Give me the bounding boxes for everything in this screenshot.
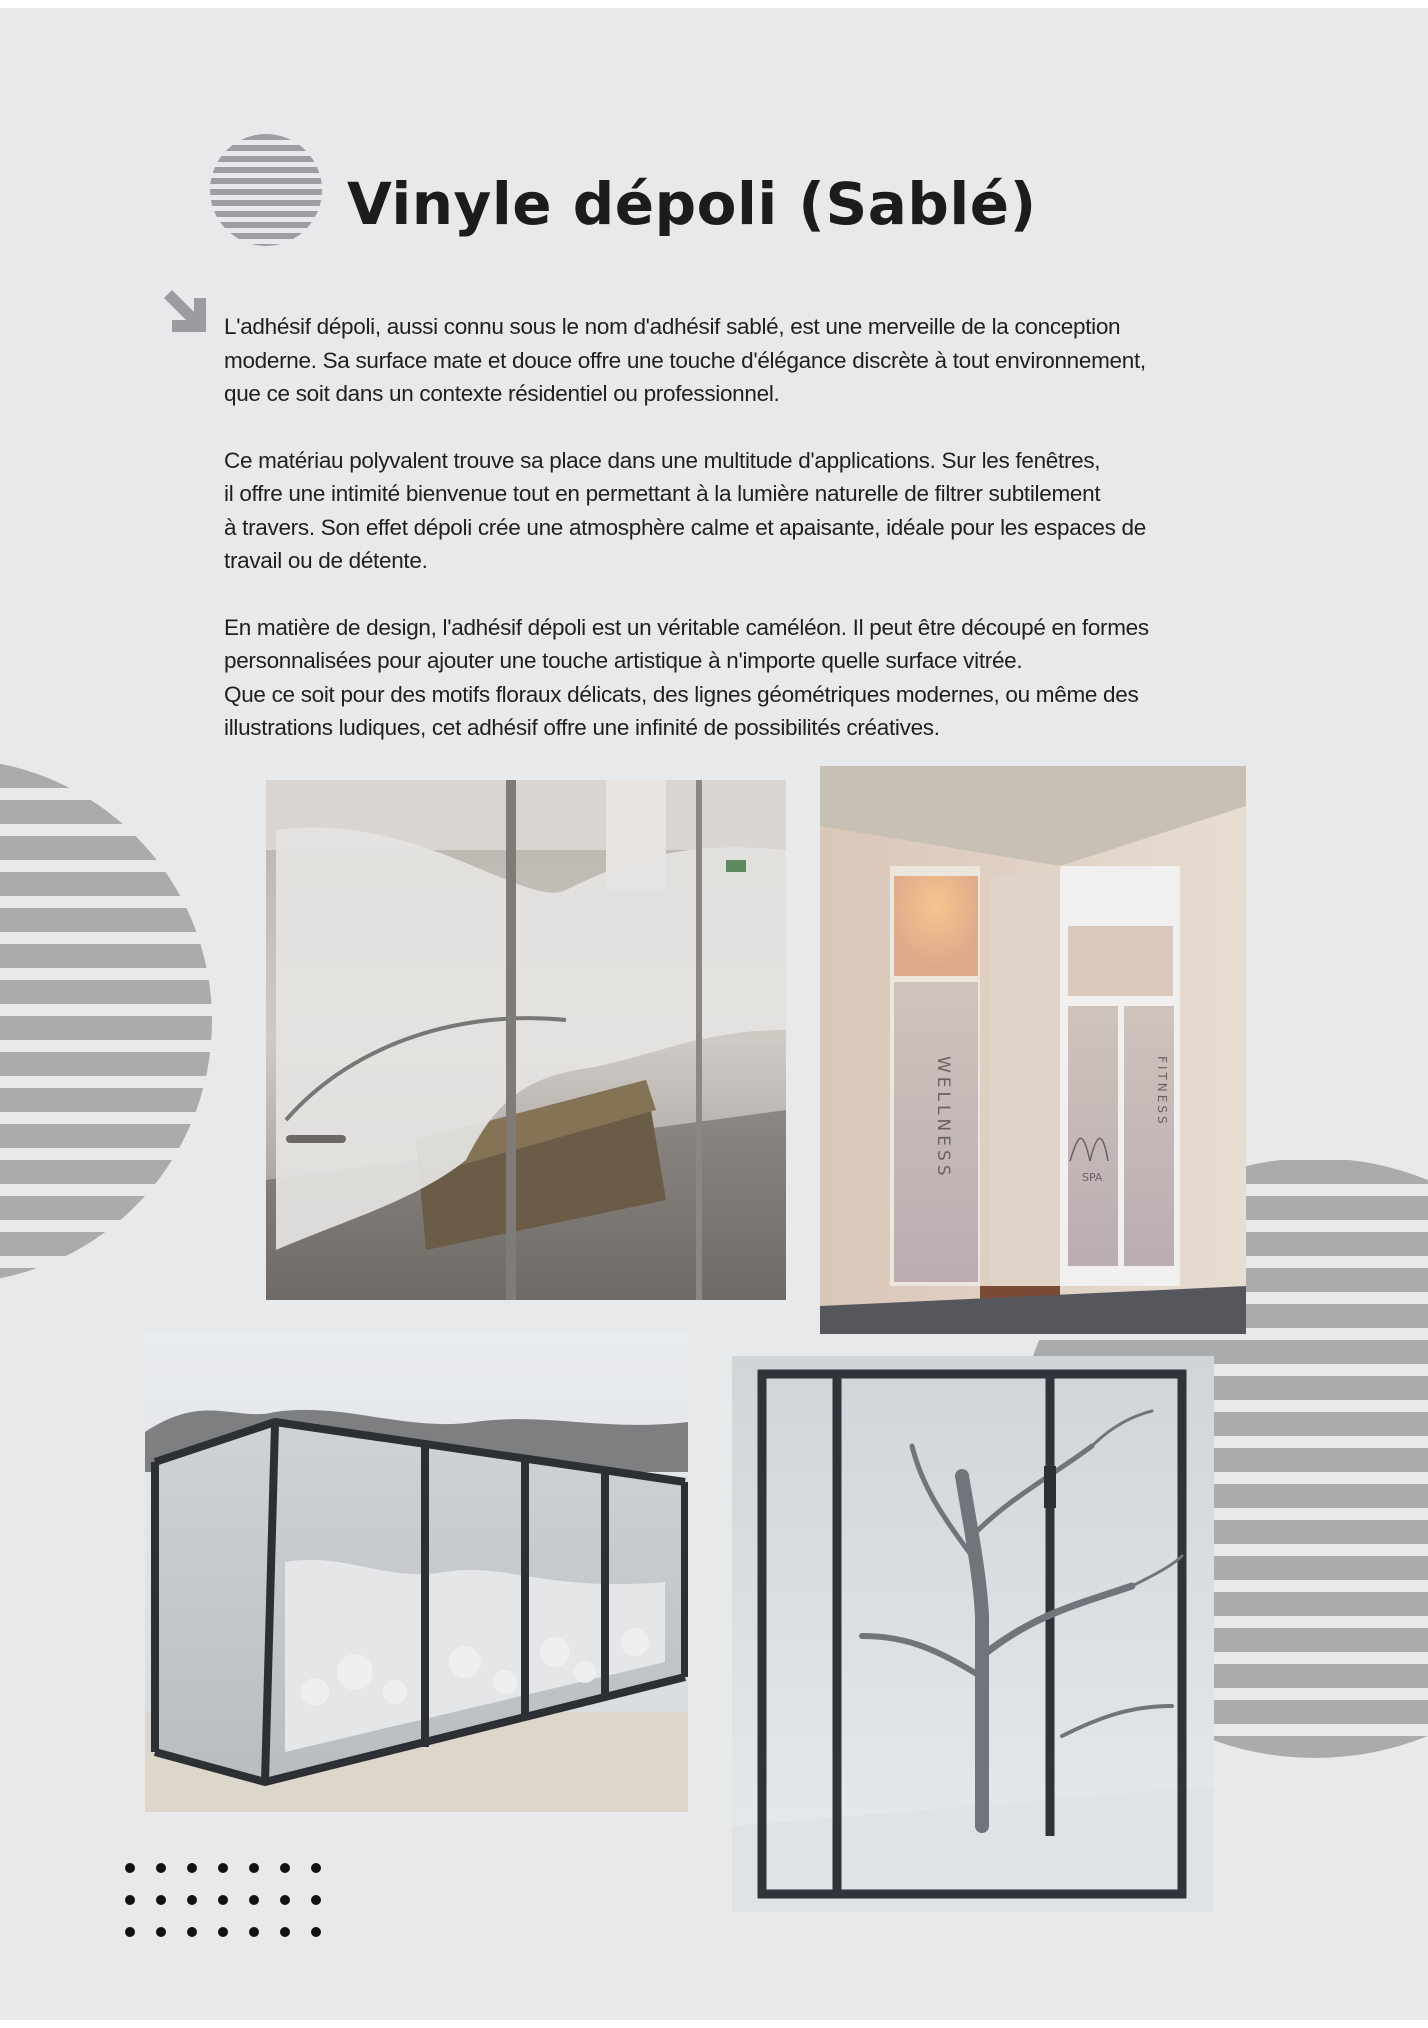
dot-grid-decoration	[118, 1858, 328, 1948]
spa-sign: SPA	[1082, 1171, 1103, 1184]
body-text	[224, 310, 1234, 778]
brochure-page	[0, 8, 1428, 2020]
paragraph-design: En matière de design, l'adhésif dépoli est un véritable caméléon. Il peut être découpé en formes personnalisées pour ajouter une touche artistique à n'importe quelle surface vitrée. Que ce soit pour des motifs floraux délicats, des lignes géométriques modernes, ou même des illustrations ludiques, cet adhésif offre une infinité de possibilités créatives.	[224, 614, 1149, 740]
striped-circle-icon	[208, 132, 324, 248]
paragraph-applications: Ce matériau polyvalent trouve sa place dans une multitude d'applications. Sur les fenêtres, il offre une intimité bienvenue tout en permettant à la lumière naturelle de filtrer subtilement à travers. Son effet dépoli crée une atmosphère calme et apaisante, idéale pour les espaces de travail ou de détente.	[224, 447, 1146, 573]
photo-wellness-doors	[820, 766, 1246, 1334]
photo-tree-door	[732, 1356, 1214, 1912]
page-title: Vinyle dépoli (Sablé)	[347, 170, 1037, 238]
fitness-sign: FITNESS	[1155, 1056, 1169, 1127]
wellness-sign: WELLNESS	[933, 1056, 953, 1180]
photo-veranda	[145, 1332, 688, 1812]
arrow-down-right-icon	[160, 286, 212, 338]
paragraph-intro: L'adhésif dépoli, aussi connu sous le nom d'adhésif sablé, est une merveille de la conception moderne. Sa surface mate et douce offre une touche d'élégance discrète à tout environnement, que ce soit dans un contexte résidentiel ou professionnel.	[224, 314, 1146, 406]
photo-office-partition	[266, 780, 786, 1300]
